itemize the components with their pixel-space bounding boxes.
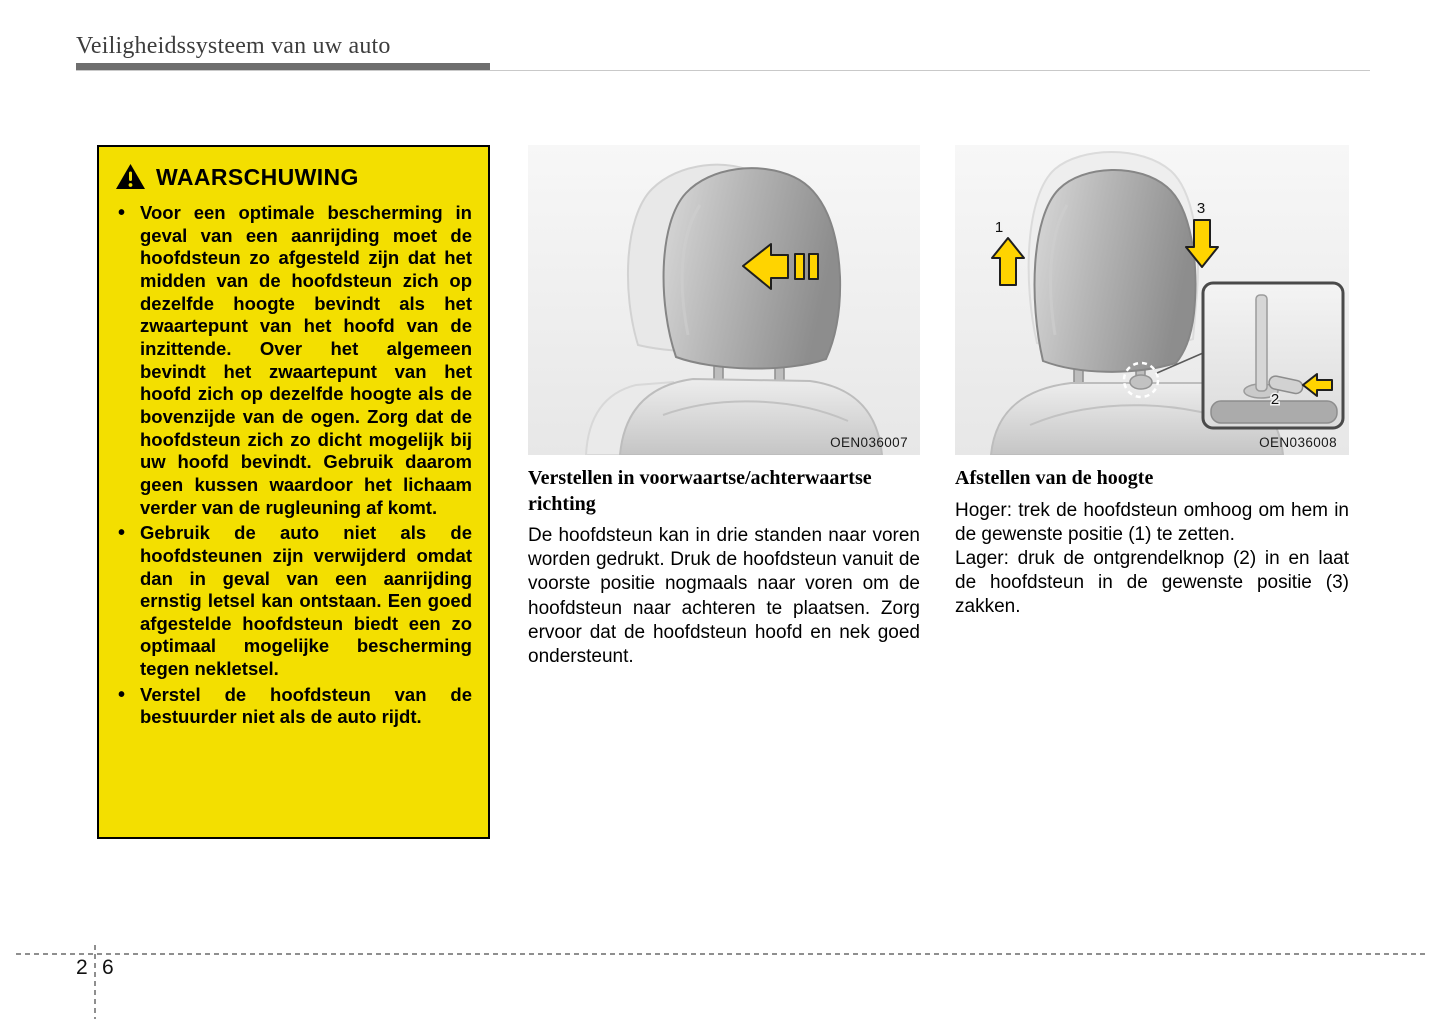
callout-label-release: 2 (1270, 391, 1280, 408)
height-body-raise: Hoger: trek de hoofdsteun omhoog om hem in de gewenste positie (1) te zetten. (955, 499, 1349, 545)
page-number: 6 (102, 956, 114, 979)
warning-list (113, 202, 472, 729)
forward-body: De hoofdsteun kan in drie standen naar voren worden gedrukt. Druk de hoofdsteun vanuit de voorste positie nogmaals naar voren om de hoofdsteun naar achteren te plaatsen. Zorg ervoor dat de hoofdsteun hoofd en nek goed ondersteunt. (528, 525, 920, 667)
inset-post (1256, 295, 1267, 391)
footer-dashed-rule (16, 953, 1429, 955)
headrest-forward-svg (528, 145, 920, 455)
warning-triangle-icon (115, 163, 146, 191)
image-code: OEN036007 (830, 435, 908, 450)
release-knob (1130, 375, 1152, 389)
header-accent-bar (76, 63, 490, 70)
warning-item: • Verstel de hoofdsteun van de bestuurder niet als de auto rijdt. (113, 684, 472, 729)
warning-item: • Gebruik de auto niet als de hoofdsteunen zijn verwijderd omdat dan in geval van een aanrijding ernstig letsel kan ontstaan. Een goed afgestelde hoofdsteun biedt een zo optimaal mogelijke bescherming tegen nekletsel. (113, 522, 472, 681)
chapter-number: 2 (76, 956, 88, 979)
page-title: Veiligheidssysteem van uw auto (76, 33, 391, 59)
headrest-height-svg (955, 145, 1349, 455)
height-section (955, 145, 1349, 619)
release-button-inset (1203, 283, 1343, 428)
forward-section (528, 145, 920, 669)
raise-arrow-icon (992, 238, 1024, 285)
forward-caption: Verstellen in voorwaartse/achterwaartse richting (528, 467, 872, 515)
height-caption: Afstellen van de hoogte (955, 467, 1154, 489)
footer-crop-mark (94, 945, 96, 1019)
image-code: OEN036008 (1259, 435, 1337, 450)
callout-label-lower: 3 (1196, 200, 1206, 217)
forward-illustration (528, 145, 920, 455)
warning-item: • Voor een optimale bescherming in geval van een aanrijding moet de hoofdsteun zo afgesteld zijn dat het midden van de hoofdsteun zich op dezelfde hoogte bevindt als het zwaartepunt van het hoofd van de inzittende. Over het algemeen bevindt het zwaartepunt van het hoofd zich op dezelfde hoogte als de bovenzijde van de ogen. Zorg dat de hoofdsteun zich zo dicht mogelijk bij uw hoofd bevindt. Gebruik daarom geen kussen waardoor het lichaam verder van de rugleuning af komt. (113, 202, 472, 519)
warning-box (97, 145, 490, 839)
headrest (1035, 170, 1196, 372)
warning-header (115, 163, 472, 191)
callout-label-raise: 1 (994, 219, 1004, 236)
warning-title: WAARSCHUWING (156, 163, 359, 190)
height-body-lower: Lager: druk de ontgrendelknop (2) in en laat de hoofdsteun in de gewenste positie (3) zakken. (955, 547, 1349, 618)
header-rule (76, 70, 1370, 71)
height-illustration (955, 145, 1349, 455)
